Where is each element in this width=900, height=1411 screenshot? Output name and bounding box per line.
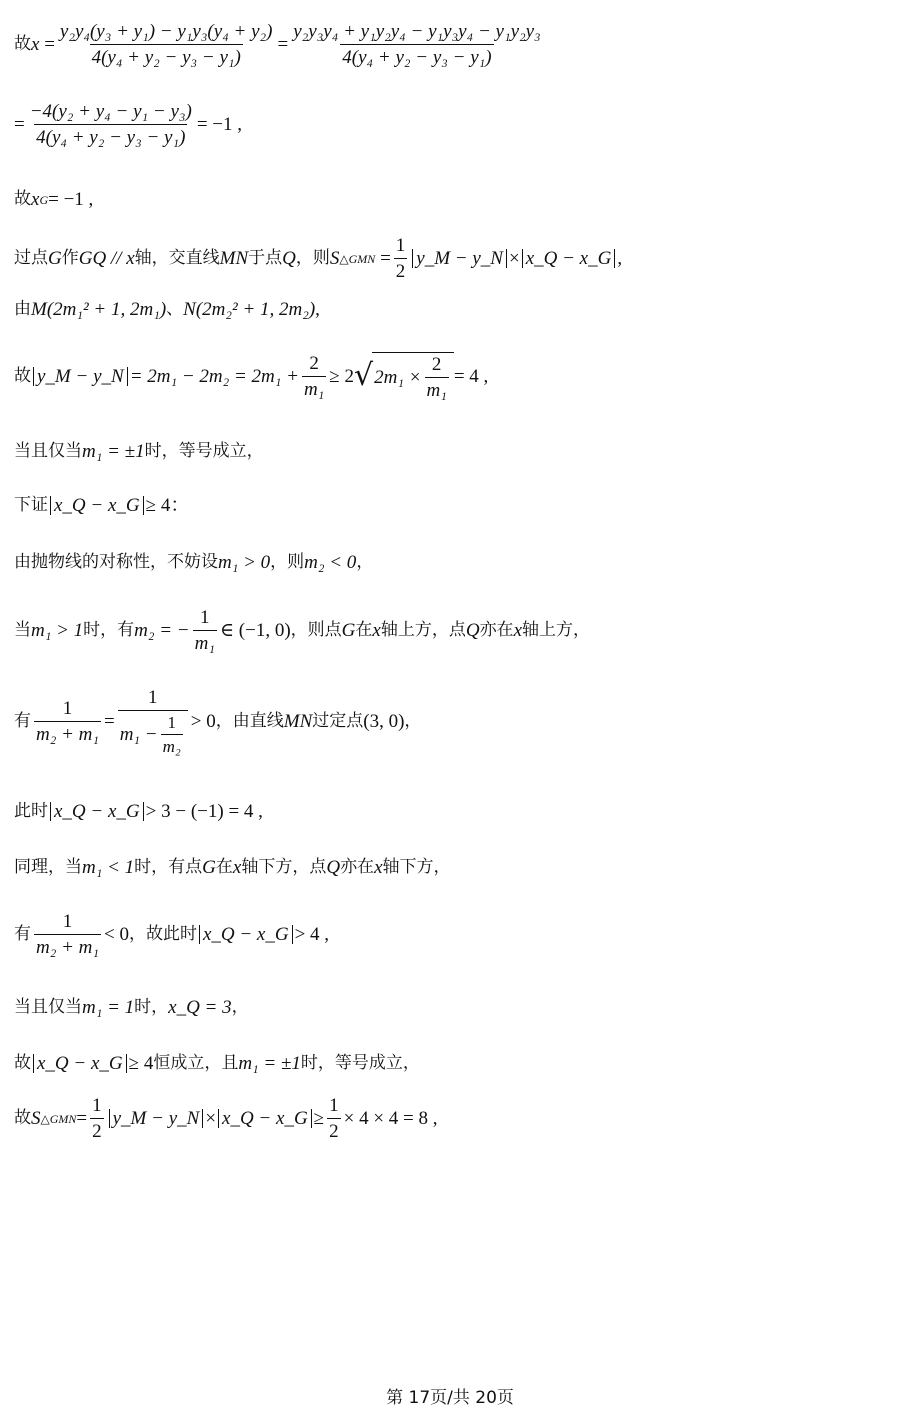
fraction-denominator: 4(y₄ + y₂ − y₃ − y₁) — [90, 44, 243, 67]
text: ，故此时 — [128, 924, 197, 944]
absolute-value: y_M − y_N — [412, 249, 507, 268]
equation-line-4: 过点 G 作 GQ // x 轴，交直线 MN 于点 Q ，则 S △GMN = $\frac{1}{2}$ y_M − y_N × x_Q − x_G , — [14, 235, 623, 282]
absolute-value: x_Q − x_G — [50, 802, 144, 821]
fraction-denominator: 4(y₄ + y₂ − y₃ − y₁) — [34, 124, 187, 147]
text: 当且仅当 — [14, 441, 82, 461]
fraction-numerator: 1 — [167, 713, 176, 732]
fraction-denominator: m₁ — [302, 376, 326, 399]
math-text: > 3 − (−1) = 4 , — [145, 801, 263, 822]
fraction-denominator — [118, 710, 188, 755]
math-text: ≥ 4： — [145, 495, 190, 516]
punctuation: , — [315, 299, 320, 320]
text: 轴下方， — [382, 857, 451, 877]
fraction — [34, 699, 101, 744]
point-Q: Q — [326, 857, 341, 878]
math-text: ≥ 2 — [329, 365, 354, 387]
times-sign: × — [508, 248, 520, 269]
absolute-value: x_Q − x_G — [522, 249, 616, 268]
fraction — [394, 236, 408, 281]
equation-line-7 — [14, 442, 264, 461]
fraction-denominator: m₂ — [161, 734, 183, 755]
absolute-value: y_M − y_N — [109, 1109, 204, 1128]
punctuation: , — [617, 248, 623, 269]
fraction-denominator: 2 — [90, 1118, 104, 1141]
fraction-numerator: 1 — [62, 911, 73, 932]
fraction-numerator: 2 — [309, 352, 319, 374]
text: 时， — [134, 997, 169, 1017]
math-text: m₂ < 0 — [304, 552, 357, 573]
text: 恒成立，且 — [153, 1053, 239, 1073]
equation-line-1: 故 x = $\frac{\text{y₂y₄(y₃ + y₁) − y₁y₃(y₄ + y₂)}}{\text{4(y₄ + y₂ − y₃ − y₁)}}$ = $\frac{\text{y₂y₃y₄ + y₁y₂y₄ − y₁y₃y₄ − y₁y₂y₃}}{\text{4(y₄ + y₂ − y₃ − y₁)}}$ — [14, 21, 541, 68]
fraction-denominator: 2 — [327, 1118, 341, 1141]
math-text: ≥ — [313, 1108, 325, 1129]
absolute-value: x_Q − x_G — [33, 1054, 127, 1073]
text: 故 — [14, 1053, 31, 1073]
text: 轴上方， — [522, 620, 590, 640]
text: ， — [404, 711, 422, 731]
equation-line-14 — [14, 912, 329, 957]
text: ，则点 — [290, 620, 342, 640]
text-lead: 故 — [14, 365, 31, 386]
fraction — [90, 1096, 104, 1141]
equation-line-3: 故 x G = −1 , — [14, 189, 94, 210]
text: 由抛物线的对称性，不妨设 — [14, 552, 218, 572]
math-text: m₂ = − — [134, 620, 190, 641]
fraction — [302, 354, 326, 399]
fraction — [58, 22, 275, 67]
text: 作 — [61, 248, 79, 268]
line-MN: MN — [283, 711, 313, 732]
point-N: N — [183, 299, 196, 320]
result-text: = −1 , — [196, 114, 242, 135]
equation-line-2: = $\frac{\text{−4(y₂ + y₄ − y₁ − y₃)}}{\text{4(y₄ + y₂ − y₃ − y₁)}}$ = −1 , — [14, 101, 242, 148]
fraction-numerator: y₂y₄(y₃ + y₁) − y₁y₃(y₄ + y₂) — [59, 21, 273, 42]
fraction-denominator: m₂ + m₁ — [34, 934, 101, 957]
math-text: (2m₁² + 1, 2m₁) — [46, 299, 167, 320]
var-x: x — [372, 620, 381, 641]
point-M: M — [31, 299, 47, 320]
equation-line-16 — [14, 1054, 420, 1073]
text: ，则 — [295, 248, 330, 268]
math-text: m₁ − — [119, 724, 158, 745]
fraction-denominator: m₂ + m₁ — [34, 721, 101, 744]
text: 轴，交直线 — [134, 248, 220, 268]
absolute-value: x_Q − x_G — [218, 1109, 312, 1128]
math-text: = 2m₁ − 2m₂ = 2m₁ + — [129, 365, 299, 387]
equation-line-15 — [14, 998, 249, 1017]
equation-line-9 — [14, 553, 373, 572]
math-text: GQ // x — [78, 248, 135, 269]
absolute-value: x_Q − x_G — [199, 925, 293, 944]
text: ，则 — [270, 552, 305, 572]
text: 有 — [14, 711, 31, 731]
fraction-numerator: 2 — [431, 354, 442, 375]
area-symbol: S — [31, 1108, 41, 1129]
math-text: m₁ = 1 — [82, 997, 135, 1018]
math-text: 2m₁ × — [374, 367, 422, 388]
text: ，由直线 — [215, 711, 284, 731]
math-text: = 4 , — [453, 365, 489, 387]
text: 轴上方，点 — [380, 620, 466, 640]
absolute-value: y_M − y_N — [33, 367, 128, 386]
text-lead: 故 — [14, 189, 31, 209]
fraction-numerator: 1 — [329, 1095, 339, 1116]
text: 轴下方，点 — [241, 857, 327, 877]
math-text: > 4 , — [294, 924, 330, 945]
text: 时，等号成立， — [144, 441, 264, 461]
math-text: m₁ = ±1 — [82, 441, 145, 462]
text: 故 — [14, 1108, 31, 1128]
text: 当且仅当 — [14, 997, 82, 1017]
text: 时，有 — [83, 620, 135, 640]
fraction-numerator: 1 — [395, 235, 406, 256]
text: 在 — [215, 857, 233, 877]
fraction-numerator: −4(y₂ + y₄ − y₁ − y₃) — [29, 101, 192, 122]
equation-line-5 — [14, 300, 320, 319]
var-x: x — [31, 34, 40, 55]
point-G: G — [341, 620, 356, 641]
fraction-numerator: 1 — [148, 687, 158, 708]
text: 当 — [14, 620, 31, 640]
fraction — [193, 608, 217, 653]
text: 过定点 — [312, 711, 364, 731]
text-lead: 由 — [14, 299, 31, 319]
text: 亦在 — [479, 620, 514, 640]
math-text: m₁ < 1 — [82, 857, 135, 878]
equation-line-10 — [14, 608, 590, 653]
text: 同理，当 — [14, 857, 82, 877]
math-text: = −1 , — [48, 189, 94, 210]
times-sign: × — [205, 1108, 217, 1129]
separator: 、 — [166, 299, 184, 319]
math-text: x_Q = 3 — [168, 997, 232, 1018]
equation-line-13 — [14, 858, 451, 877]
math-text: ≥ 4 — [128, 1053, 154, 1074]
line-MN: MN — [219, 248, 249, 269]
fraction-denominator: m₁ — [193, 630, 217, 653]
area-symbol: S — [329, 248, 340, 269]
fraction — [161, 714, 183, 755]
point-Q: Q — [465, 620, 480, 641]
math-text: > 0 — [190, 711, 216, 732]
fraction — [118, 688, 188, 755]
var-x: x — [31, 189, 40, 210]
fraction — [34, 912, 101, 957]
text: 时，等号成立， — [300, 1053, 420, 1073]
math-text: m₁ > 0 — [218, 552, 271, 573]
point-G: G — [48, 248, 62, 269]
equation-line-8 — [14, 496, 189, 515]
text: 亦在 — [340, 857, 375, 877]
fraction — [327, 1096, 341, 1141]
fraction — [28, 102, 194, 147]
math-text: m₁ > 1 — [31, 620, 84, 641]
math-text: ∈ (−1, 0) — [219, 620, 291, 641]
math-text: (2m₂² + 1, 2m₂) — [195, 299, 316, 320]
text: ， — [231, 997, 249, 1017]
math-text: (3, 0) — [363, 711, 405, 732]
text: 下证 — [14, 495, 48, 515]
fraction-denominator: 4(y₄ + y₂ − y₃ − y₁) — [340, 44, 493, 67]
equation-line-17: 故 S △GMN = $\frac{1}{2}$ y_M − y_N × x_Q − x_G ≥ $\frac{1}{2}$ × 4 × 4 = 8 , — [14, 1095, 438, 1142]
text: ， — [356, 552, 374, 572]
var-x: x — [374, 857, 383, 878]
equation-line-11 — [14, 688, 421, 755]
equation-line-6 — [14, 352, 488, 400]
square-root: √ 2m₁ × $\frac{2}{\text{m₁}}$ — [354, 352, 454, 400]
math-text: < 0 — [103, 924, 129, 945]
text: 于点 — [248, 248, 283, 268]
math-text: = — [76, 1108, 88, 1129]
fraction-denominator: 2 — [394, 258, 408, 281]
fraction-numerator: y₂y₃y₄ + y₁y₂y₄ − y₁y₃y₄ − y₁y₂y₃ — [293, 21, 541, 42]
fraction-denominator: m₁ — [425, 377, 449, 400]
fraction-numerator: 1 — [200, 607, 210, 628]
point-G: G — [202, 857, 216, 878]
fraction — [425, 355, 449, 400]
page-footer: 第 17页/共 20页 — [386, 1388, 514, 1408]
var-x: x — [232, 857, 242, 878]
var-x: x — [513, 620, 522, 641]
fraction — [291, 22, 542, 67]
text: 时，有点 — [134, 857, 203, 877]
fraction-numerator: 1 — [92, 1095, 102, 1116]
text: 有 — [14, 924, 31, 944]
math-text: = — [103, 711, 115, 732]
text-lead: 故 — [14, 34, 31, 54]
math-text: × 4 × 4 = 8 , — [343, 1108, 438, 1129]
text: 此时 — [14, 801, 48, 821]
text: 过点 — [14, 248, 48, 268]
fraction-numerator: 1 — [62, 698, 73, 719]
text: 在 — [355, 620, 373, 640]
point-Q: Q — [282, 248, 296, 269]
math-text: m₁ = ±1 — [238, 1053, 301, 1074]
equation-line-12 — [14, 802, 263, 821]
absolute-value: x_Q − x_G — [50, 496, 144, 515]
